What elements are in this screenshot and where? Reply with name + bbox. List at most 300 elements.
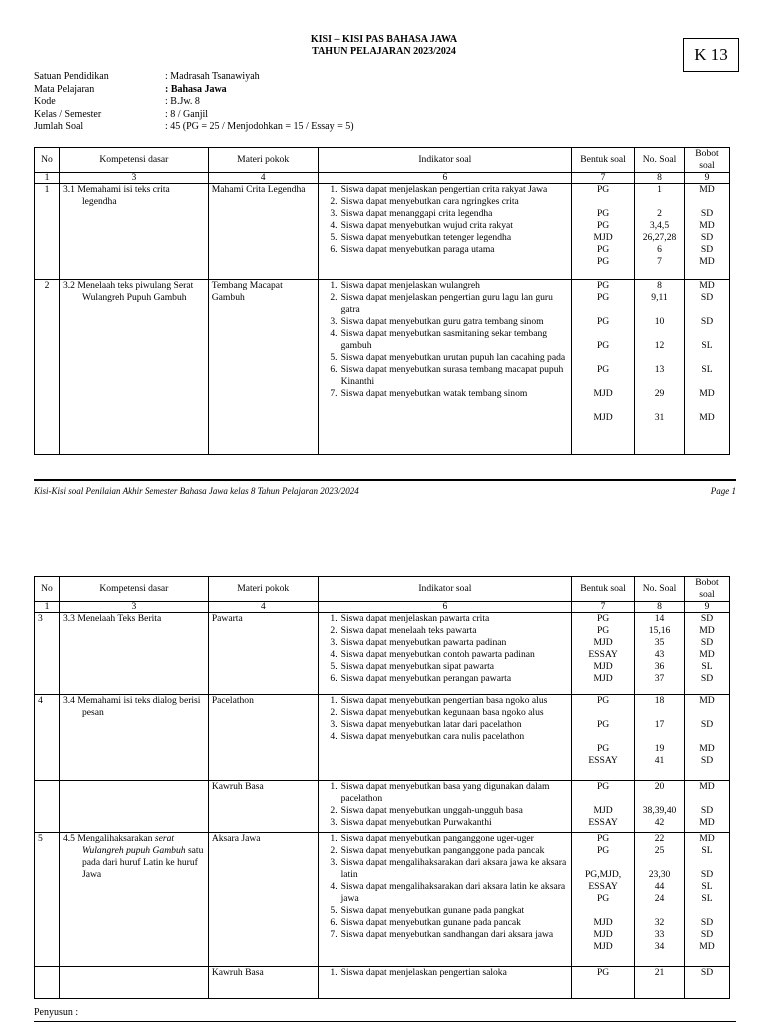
indikator-number: 7. — [330, 929, 338, 940]
bentuk-value: MJD — [593, 637, 613, 648]
indikator-item — [322, 388, 569, 400]
kd-text: satu pada dari huruf Latin ke huruf Jawa — [81, 845, 204, 880]
nosoal-value — [638, 304, 681, 316]
indikator-number: 3. — [330, 316, 338, 327]
indikator-soal — [318, 184, 572, 280]
meta-label: Satuan Pendidikan — [34, 71, 109, 82]
document-meta — [34, 71, 354, 134]
indikator-text: Siswa dapat menjelaskan pengertian saloka — [340, 967, 507, 978]
materi-pokok: Pacelathon — [208, 695, 318, 781]
indikator-list — [322, 781, 569, 829]
nosoal-value: 15,16 — [648, 625, 671, 636]
meta-value: : 8 / Ganjil — [165, 108, 209, 120]
bobot-value: SD — [700, 244, 714, 255]
nosoal-value — [638, 731, 681, 743]
kompetensi-dasar — [59, 967, 208, 999]
column-number: 3 — [59, 173, 208, 184]
bobot-value: MD — [699, 833, 715, 844]
bobot-value: SL — [701, 845, 713, 856]
bentuk-value: PG — [596, 316, 610, 327]
indikator-item — [322, 316, 569, 328]
col-bentuk — [572, 613, 635, 695]
table-row — [35, 967, 730, 999]
bentuk-value — [575, 376, 631, 388]
indikator-number: 4. — [330, 881, 338, 892]
bentuk-value — [575, 196, 631, 208]
nosoal-value: 9,11 — [651, 292, 668, 303]
bobot-value: SD — [700, 755, 714, 766]
bentuk-value — [575, 905, 631, 917]
bobot-value: MD — [699, 280, 715, 291]
meta-label: Kode — [34, 96, 56, 107]
row-number: 5 — [35, 833, 60, 967]
materi-pokok: Kawruh Basa — [208, 781, 318, 833]
col-header-bobot: Bobot soal — [685, 148, 730, 173]
indikator-list — [322, 695, 569, 743]
indikator-number: 1. — [330, 967, 338, 978]
col-header-kd: Kompetensi dasar — [59, 577, 208, 602]
bobot-value: SD — [700, 208, 714, 219]
row-number — [35, 781, 60, 833]
col-nosoal — [635, 967, 685, 999]
indikator-text: Siswa dapat menyebutkan gunane pada pancak — [340, 917, 521, 928]
bentuk-value: MJD — [593, 805, 613, 816]
col-header-indikator: Indikator soal — [318, 148, 572, 173]
col-header-no: No — [35, 148, 60, 173]
nosoal-value: 29 — [654, 388, 665, 399]
row-number: 2 — [35, 280, 60, 455]
indikator-soal — [318, 280, 572, 455]
indikator-item — [322, 833, 569, 845]
header-row — [35, 577, 730, 602]
bobot-value — [688, 196, 726, 208]
bobot-value: MD — [699, 184, 715, 195]
indikator-item — [322, 905, 569, 917]
indikator-number: 5. — [330, 352, 338, 363]
indikator-item — [322, 208, 569, 220]
bentuk-value: MJD — [593, 232, 613, 243]
bobot-value: SD — [700, 637, 714, 648]
kompetensi-dasar: 3.4 Memahami isi teks dialog berisi pesan — [59, 695, 208, 781]
bobot-value: SD — [700, 917, 714, 928]
materi-pokok: Kawruh Basa — [208, 967, 318, 999]
bobot-value: MD — [699, 220, 715, 231]
indikator-text: Siswa dapat menjelaskan pengertian guru lagu lan guru gatra — [340, 292, 553, 315]
col-nosoal — [635, 781, 685, 833]
nosoal-value: 34 — [654, 941, 665, 952]
nosoal-value: 32 — [654, 917, 665, 928]
table-row — [35, 184, 730, 280]
nosoal-value: 23,30 — [648, 869, 671, 880]
bobot-value — [688, 731, 726, 743]
indikator-text: Siswa dapat menelaah teks pawarta — [340, 625, 477, 636]
nosoal-value: 33 — [654, 929, 665, 940]
indikator-item — [322, 731, 569, 743]
bobot-value: SD — [700, 719, 714, 730]
nosoal-value: 25 — [654, 845, 665, 856]
indikator-text: Siswa dapat menyebutkan unggah-ungguh basa — [340, 805, 523, 816]
indikator-item — [322, 196, 569, 208]
bentuk-value — [575, 400, 631, 412]
indikator-number: 1. — [330, 280, 338, 291]
indikator-number: 4. — [330, 649, 338, 660]
indikator-text: Siswa dapat menyebutkan paraga utama — [340, 244, 495, 255]
col-bobot — [685, 280, 730, 455]
indikator-number: 4. — [330, 328, 338, 339]
bobot-value — [688, 905, 726, 917]
indikator-item — [322, 649, 569, 661]
bentuk-value: PG — [596, 184, 610, 195]
indikator-text: Siswa dapat menyebutkan gunane pada pangkat — [340, 905, 525, 916]
indikator-number: 3. — [330, 208, 338, 219]
col-bentuk — [572, 967, 635, 999]
indikator-text: Siswa dapat menyebutkan sasmitaning sekar tembang gambuh — [340, 328, 548, 351]
col-nosoal — [635, 280, 685, 455]
kisi-table-page-2 — [34, 576, 730, 999]
footer-text: Kisi-Kisi soal Penilaian Akhir Semester Bahasa Jawa kelas 8 Tahun Pelajaran 2023/2024 — [34, 486, 359, 496]
bentuk-value — [575, 304, 631, 316]
nosoal-value: 19 — [654, 743, 665, 754]
indikator-number: 6. — [330, 917, 338, 928]
page-number: Page 1 — [710, 486, 736, 496]
bentuk-value: PG — [596, 845, 610, 856]
kd-italic-text: serat Wulangreh pupuh Gambuh — [81, 833, 186, 856]
col-bentuk — [572, 781, 635, 833]
header-row — [35, 148, 730, 173]
indikator-item — [322, 695, 569, 707]
col-bobot — [685, 695, 730, 781]
bobot-value: SL — [701, 661, 713, 672]
bentuk-value: PG — [596, 208, 610, 219]
indikator-text: Siswa dapat menjelaskan pawarta crita — [340, 613, 490, 624]
bentuk-value: PG — [596, 244, 610, 255]
col-bobot — [685, 967, 730, 999]
col-header-nosoal: No. Soal — [635, 577, 685, 602]
materi-pokok: Mahami Crita Legendha — [208, 184, 318, 280]
meta-label: Mata Pelajaran — [34, 83, 95, 95]
indikator-item — [322, 661, 569, 673]
nosoal-value — [638, 328, 681, 340]
indikator-list — [322, 613, 569, 685]
bentuk-value: PG — [596, 292, 610, 303]
nosoal-value — [638, 905, 681, 917]
bentuk-value: PG — [596, 967, 610, 978]
indikator-number: 3. — [330, 857, 338, 868]
kisi-table-page-1 — [34, 147, 730, 455]
table-header — [35, 577, 730, 613]
indikator-item — [322, 781, 569, 805]
col-bobot — [685, 781, 730, 833]
indikator-number: 2. — [330, 196, 338, 207]
column-number: 9 — [685, 602, 730, 613]
kompetensi-dasar: 3.2 Menelaah teks piwulang Serat Wulangreh Pupuh Gambuh — [59, 280, 208, 455]
nosoal-value: 3,4,5 — [649, 220, 670, 231]
bentuk-value: ESSAY — [588, 881, 618, 892]
indikator-number: 3. — [330, 719, 338, 730]
meta-row — [34, 109, 354, 122]
bobot-value: SL — [701, 364, 713, 375]
nosoal-value: 21 — [654, 967, 665, 978]
nosoal-value: 13 — [654, 364, 665, 375]
bentuk-value: PG — [596, 613, 610, 624]
document-subtitle: TAHUN PELAJARAN 2023/2024 — [312, 46, 456, 57]
col-nosoal — [635, 695, 685, 781]
meta-label: Kelas / Semester — [34, 108, 102, 120]
indikator-number: 1. — [330, 833, 338, 844]
kompetensi-dasar — [59, 781, 208, 833]
indikator-item — [322, 328, 569, 352]
column-number: 8 — [635, 602, 685, 613]
col-bentuk — [572, 833, 635, 967]
col-bobot — [685, 184, 730, 280]
table-row — [35, 833, 730, 967]
bobot-value: SD — [700, 805, 714, 816]
col-nosoal — [635, 613, 685, 695]
nosoal-value — [638, 707, 681, 719]
col-header-nosoal: No. Soal — [635, 148, 685, 173]
penyusun-label: Penyusun : — [34, 1007, 79, 1018]
indikator-number: 2. — [330, 845, 338, 856]
bobot-value: SD — [700, 316, 714, 327]
page-footer — [34, 486, 736, 496]
bobot-value: MD — [699, 695, 715, 706]
document-title: KISI – KISI PAS BAHASA JAWA — [310, 34, 458, 45]
table-row — [35, 280, 730, 455]
col-bobot — [685, 613, 730, 695]
bentuk-value: PG — [596, 280, 610, 291]
nosoal-value: 20 — [654, 781, 665, 792]
indikator-item — [322, 352, 569, 364]
indikator-text: Siswa dapat menyebutkan basa yang digunakan dalam pacelathon — [340, 781, 550, 804]
col-header-materi: Materi pokok — [208, 577, 318, 602]
indikator-text: Siswa dapat menyebutkan kegunaan basa ngoko alus — [340, 707, 544, 718]
indikator-number: 5. — [330, 232, 338, 243]
indikator-item — [322, 292, 569, 316]
bobot-value — [688, 376, 726, 388]
bobot-value: SD — [700, 869, 714, 880]
bentuk-value: PG — [596, 743, 610, 754]
indikator-text: Siswa dapat menyebutkan panganggone pada pancak — [340, 845, 545, 856]
nosoal-value: 12 — [654, 340, 665, 351]
indikator-item — [322, 817, 569, 829]
bobot-value: SL — [701, 893, 713, 904]
bobot-value: MD — [699, 256, 715, 267]
bobot-value: SD — [700, 613, 714, 624]
bentuk-value — [575, 731, 631, 743]
nosoal-value: 44 — [654, 881, 665, 892]
indikator-number: 7. — [330, 388, 338, 399]
bentuk-value: PG — [596, 833, 610, 844]
indikator-number: 2. — [330, 707, 338, 718]
indikator-item — [322, 881, 569, 905]
nosoal-value: 35 — [654, 637, 665, 648]
indikator-list — [322, 833, 569, 941]
col-bobot — [685, 833, 730, 967]
nosoal-value: 7 — [657, 256, 662, 267]
bobot-value: SL — [701, 881, 713, 892]
row-number — [35, 967, 60, 999]
bentuk-value — [575, 793, 631, 805]
indikator-text: Siswa dapat mengalihaksarakan dari aksara latin ke aksara jawa — [340, 881, 566, 904]
indikator-number: 1. — [330, 695, 338, 706]
indikator-number: 5. — [330, 661, 338, 672]
indikator-item — [322, 364, 569, 388]
col-header-materi: Materi pokok — [208, 148, 318, 173]
meta-value: : Bahasa Jawa — [165, 83, 227, 95]
indikator-text: Siswa dapat menyebutkan latar dari pacelathon — [340, 719, 522, 730]
materi-pokok: Aksara Jawa — [208, 833, 318, 967]
indikator-soal — [318, 695, 572, 781]
bottom-rule — [34, 1021, 736, 1022]
bobot-value: SD — [700, 292, 714, 303]
meta-value: : 45 (PG = 25 / Menjodohkan = 15 / Essay = 5) — [165, 121, 354, 132]
bobot-value: MD — [699, 412, 715, 423]
indikator-number: 2. — [330, 625, 338, 636]
column-number: 4 — [208, 602, 318, 613]
indikator-number: 6. — [330, 673, 338, 684]
nosoal-value: 18 — [654, 695, 665, 706]
bentuk-value: PG — [596, 256, 610, 267]
kompetensi-dasar — [59, 833, 208, 967]
nosoal-value: 6 — [657, 244, 662, 255]
kompetensi-dasar: 3.1 Memahami isi teks crita legendha — [59, 184, 208, 280]
nosoal-value: 37 — [654, 673, 665, 684]
column-number: 7 — [572, 173, 635, 184]
bobot-value: MD — [699, 388, 715, 399]
meta-row — [34, 96, 354, 109]
indikator-item — [322, 220, 569, 232]
bentuk-value — [575, 328, 631, 340]
bobot-value: MD — [699, 941, 715, 952]
table-body — [35, 613, 730, 999]
table-row — [35, 613, 730, 695]
nosoal-value: 36 — [654, 661, 665, 672]
meta-label: Jumlah Soal — [34, 121, 84, 132]
meta-row — [34, 84, 354, 97]
nosoal-value — [638, 352, 681, 364]
bentuk-value: MJD — [593, 673, 613, 684]
nosoal-value: 38,39,40 — [642, 805, 677, 816]
row-number: 4 — [35, 695, 60, 781]
bobot-value: SD — [700, 673, 714, 684]
bobot-value: MD — [699, 743, 715, 754]
indikator-text: Siswa dapat menyebutkan urutan pupuh lan cacahing pada — [340, 352, 566, 363]
indikator-item — [322, 707, 569, 719]
column-number: 6 — [318, 602, 572, 613]
column-number-row — [35, 173, 730, 184]
indikator-item — [322, 637, 569, 649]
indikator-text: Siswa dapat menyebutkan guru gatra tembang sinom — [340, 316, 544, 327]
bobot-value — [688, 304, 726, 316]
indikator-item — [322, 613, 569, 625]
indikator-text: Siswa dapat menyebutkan surasa tembang macapat pupuh Kinanthi — [340, 364, 564, 387]
col-header-bentuk: Bentuk soal — [572, 577, 635, 602]
bentuk-value — [575, 857, 631, 869]
indikator-item — [322, 244, 569, 256]
materi-pokok: Tembang Macapat Gambuh — [208, 280, 318, 455]
indikator-number: 4. — [330, 220, 338, 231]
row-number: 3 — [35, 613, 60, 695]
indikator-text: Siswa dapat mengalihaksarakan dari aksara jawa ke aksara latin — [340, 857, 567, 880]
indikator-number: 3. — [330, 817, 338, 828]
bobot-value: SD — [700, 967, 714, 978]
kd-text: 4.5 Mengalihaksarakan — [62, 833, 155, 844]
bentuk-value: PG — [596, 625, 610, 636]
column-number-row — [35, 602, 730, 613]
indikator-number: 5. — [330, 905, 338, 916]
col-bentuk — [572, 280, 635, 455]
meta-row — [34, 121, 354, 134]
indikator-number: 4. — [330, 731, 338, 742]
column-number: 1 — [35, 602, 60, 613]
bobot-value: MD — [699, 781, 715, 792]
nosoal-value: 24 — [654, 893, 665, 904]
indikator-item — [322, 280, 569, 292]
indikator-item — [322, 857, 569, 881]
indikator-number: 1. — [330, 184, 338, 195]
indikator-text: Siswa dapat menyebutkan tetenger legendha — [340, 232, 512, 243]
indikator-number: 6. — [330, 364, 338, 375]
indikator-number: 1. — [330, 613, 338, 624]
bentuk-value: MJD — [593, 661, 613, 672]
indikator-list — [322, 967, 569, 979]
indikator-list — [322, 184, 569, 256]
nosoal-value: 41 — [654, 755, 665, 766]
bentuk-value — [575, 707, 631, 719]
col-header-indikator: Indikator soal — [318, 577, 572, 602]
bobot-value: MD — [699, 625, 715, 636]
bobot-value — [688, 400, 726, 412]
bentuk-value: PG — [596, 364, 610, 375]
indikator-soal — [318, 613, 572, 695]
column-number: 7 — [572, 602, 635, 613]
column-number: 3 — [59, 602, 208, 613]
indikator-text: Siswa dapat menyebutkan pengertian basa ngoko alus — [340, 695, 548, 706]
nosoal-value: 31 — [654, 412, 665, 423]
col-header-kd: Kompetensi dasar — [59, 148, 208, 173]
footer-rule — [34, 479, 736, 481]
bentuk-value: PG — [596, 340, 610, 351]
indikator-number: 1. — [330, 781, 338, 792]
indikator-text: Siswa dapat menyebutkan sipat pawarta — [340, 661, 495, 672]
table-row — [35, 695, 730, 781]
nosoal-value: 10 — [654, 316, 665, 327]
meta-value: : Madrasah Tsanawiyah — [165, 71, 260, 82]
kompetensi-dasar: 3.3 Menelaah Teks Berita — [59, 613, 208, 695]
bobot-value — [688, 793, 726, 805]
bentuk-value: PG — [596, 220, 610, 231]
indikator-text: Siswa dapat menyebutkan cara nulis pacelathon — [340, 731, 525, 742]
bentuk-value — [575, 352, 631, 364]
column-number: 1 — [35, 173, 60, 184]
indikator-list — [322, 280, 569, 400]
meta-value: : B.Jw. 8 — [165, 96, 200, 107]
indikator-text: Siswa dapat menyebutkan contoh pawarta padinan — [340, 649, 535, 660]
bentuk-value: PG — [596, 893, 610, 904]
bobot-value: SD — [700, 929, 714, 940]
nosoal-value: 26,27,28 — [642, 232, 677, 243]
table-row — [35, 781, 730, 833]
bobot-value — [688, 857, 726, 869]
indikator-text: Siswa dapat menyebutkan wujud crita rakyat — [340, 220, 513, 231]
indikator-item — [322, 805, 569, 817]
indikator-item — [322, 184, 569, 196]
indikator-item — [322, 967, 569, 979]
column-number: 9 — [685, 173, 730, 184]
indikator-text: Siswa dapat menanggapi crita legendha — [340, 208, 493, 219]
nosoal-value: 43 — [654, 649, 665, 660]
nosoal-value — [638, 857, 681, 869]
